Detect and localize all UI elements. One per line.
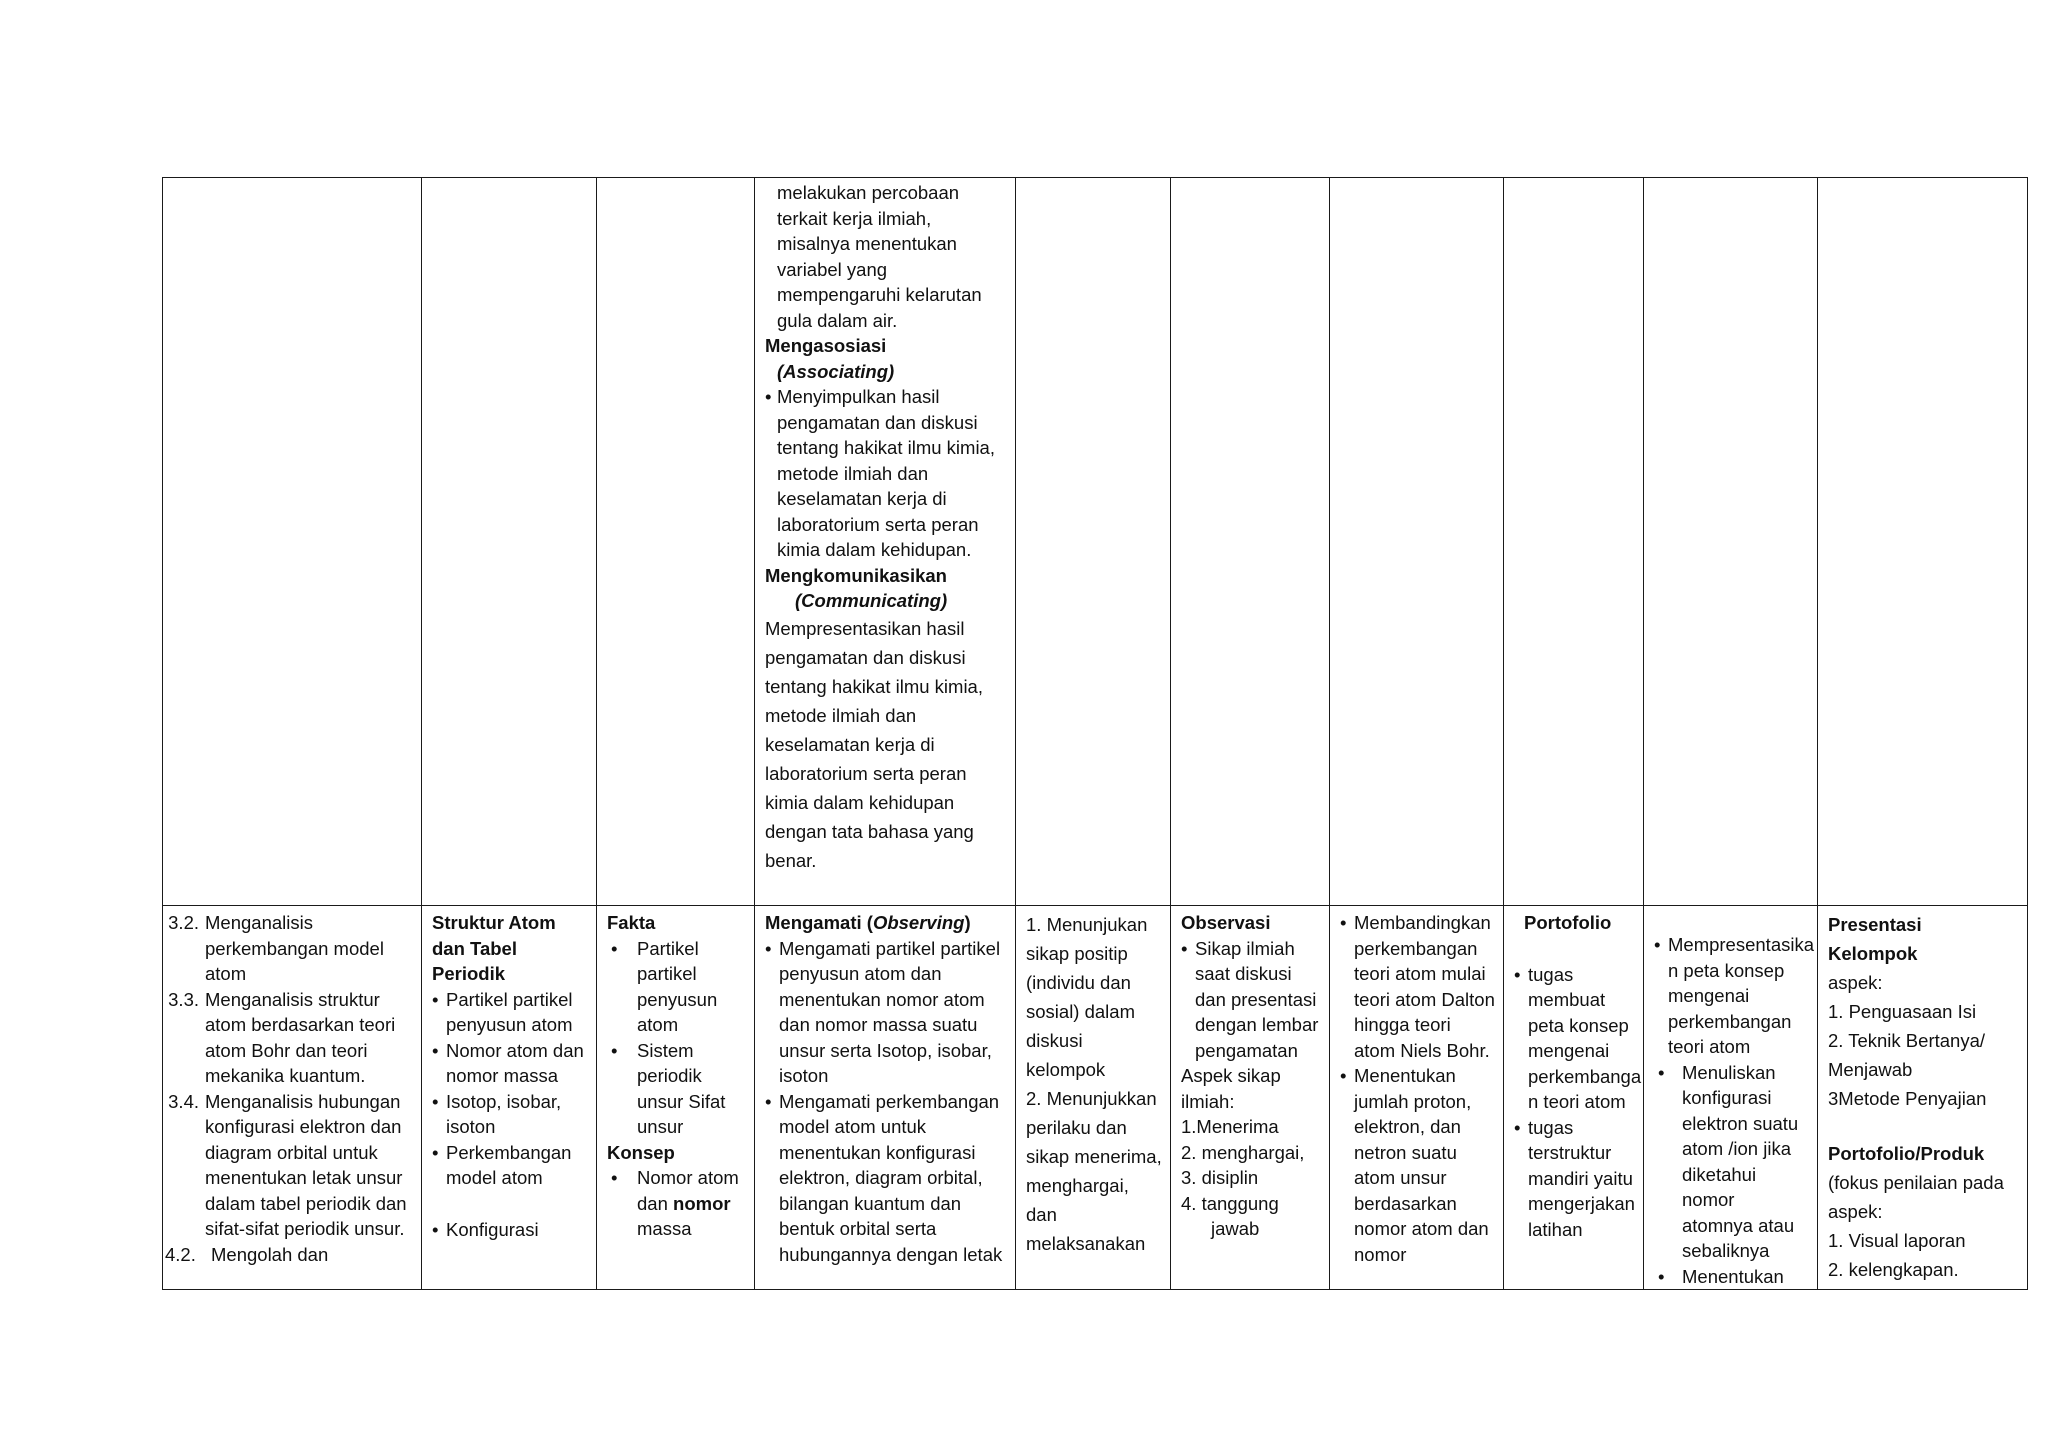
cell-kompetensi-dasar xyxy=(163,906,422,1290)
associating-heading: Mengasosiasi xyxy=(765,335,887,356)
kd-item: 3.2. Menganalisis perkembangan model atom xyxy=(168,912,384,984)
cell-materi-pokok xyxy=(422,906,597,1290)
cell-jenis-materi xyxy=(597,178,755,906)
observing-heading: Mengamati (Observing) xyxy=(765,912,971,933)
cell-tugas xyxy=(1644,906,1818,1290)
presentasi-heading: Presentasi xyxy=(1828,914,1922,935)
materi-item: • Nomor atom dan nomor massa xyxy=(432,1038,588,1089)
cell-kegiatan-pembelajaran xyxy=(755,178,1016,906)
continuation-lines: melakukan percobaan terkait kerja ilmiah, misalnya menentukan variabel yang mempengaruhi kelarutan gula dalam air. xyxy=(777,182,982,331)
communicating-text: Mempresentasikan hasil pengamatan dan diskusi tentang hakikat ilmu kimia, metode ilmiah dan keselamatan kerja di laboratorium serta peran kimia dalam kehidupan dengan tata bahasa yang benar. xyxy=(765,617,983,871)
cell-instrumen xyxy=(1504,906,1644,1290)
cell-penilaian: Presentasi Kelompok aspek: 1. Penguasaan Isi 2. Teknik Bertanya/ Menjawab 3Metode Penyajian Portofolio/Produk (fokus penilaian pada aspek: 1. Visual laporan 2. kelengkapan. xyxy=(1818,906,2028,1290)
associating-english: (Associating) xyxy=(777,360,895,382)
cell-tugas xyxy=(1644,178,1818,906)
materi-item: • Partikel partikel penyusun atom xyxy=(432,987,588,1038)
portofolio-heading: Portofolio xyxy=(1524,912,1612,933)
kelompok-heading: Kelompok xyxy=(1828,943,1918,964)
cell-sikap xyxy=(1016,178,1171,906)
tugas-item: • Menentukan xyxy=(1654,1264,1809,1290)
communicating-english: (Communicating) xyxy=(795,590,948,611)
cell-jenis-materi xyxy=(597,906,755,1290)
cell-sikap xyxy=(1016,906,1171,1290)
observasi-item: • Sikap ilmiah saat diskusi dan presentasi dengan lembar pengamatan xyxy=(1181,936,1321,1064)
kd-item: 3.3. Menganalisis struktur atom berdasarkan teori atom Bohr dan teori mekanika kuantum. xyxy=(168,988,396,1086)
portofolio-produk-heading: Portofolio/Produk xyxy=(1828,1143,1985,1164)
syllabus-table xyxy=(162,177,2028,1290)
cell-kompetensi-dasar xyxy=(163,178,422,906)
sikap-item: 2. Menunjukkan perilaku dan sikap menerima, menghargai, dan melaksanakan xyxy=(1026,1088,1162,1254)
tugas-item: • Menuliskan konfigurasi elektron suatu atom /ion jika diketahui nomor atomnya atau sebaliknya xyxy=(1654,1060,1809,1264)
indikator-item: • Menentukan jumlah proton, elektron, dan netron suatu atom unsur berdasarkan nomor atom dan nomor xyxy=(1340,1063,1495,1267)
cell-penilaian xyxy=(1818,178,2028,906)
cell-indikator xyxy=(1330,906,1504,1290)
cell-teknik-penilaian: Observasi • Sikap ilmiah saat diskusi dan presentasi dengan lembar pengamatan Aspek sikap ilmiah: 1.Menerima 2. menghargai, 3. disiplin 4. tanggung jawab xyxy=(1171,906,1330,1290)
instrumen-item: • tugas membuat peta konsep mengenai perkembanga n teori atom xyxy=(1514,962,1635,1115)
associating-bullet: • Menyimpulkan hasil pengamatan dan diskusi tentang hakikat ilmu kimia, metode ilmiah dan keselamatan kerja di laboratorium serta peran kimia dalam kehidupan. xyxy=(765,384,1007,563)
cell-instrumen xyxy=(1504,178,1644,906)
materi-item: • Isotop, isobar, isoton xyxy=(432,1089,588,1140)
sikap-item: 1. Menunjukan sikap positip (individu dan sosial) dalam diskusi kelompok xyxy=(1026,914,1148,1080)
communicating-heading: Mengkomunikasikan xyxy=(765,564,947,586)
instrumen-item: • tugas terstruktur mandiri yaitu mengerjakan latihan xyxy=(1514,1115,1635,1243)
fakta-item: • Partikel partikel penyusun atom xyxy=(607,936,746,1038)
indikator-item: • Membandingkan perkembangan teori atom mulai teori atom Dalton hingga teori atom Niels Bohr. xyxy=(1340,910,1495,1063)
konsep-heading: Konsep xyxy=(607,1141,675,1163)
table-row xyxy=(163,178,2028,906)
konsep-item: • Nomor atom dan nomor massa xyxy=(607,1165,746,1242)
cell-indikator xyxy=(1330,178,1504,906)
kd-item: 4.2. Mengolah dan xyxy=(165,1243,329,1265)
materi-item: • Perkembangan model atom xyxy=(432,1140,588,1191)
cell-teknik-penilaian xyxy=(1171,178,1330,906)
kd-item: 3.4. Menganalisis hubungan konfigurasi elektron dan diagram orbital untuk menentukan letak unsur dalam tabel periodik dan sifat-sifat periodik unsur. xyxy=(168,1090,407,1239)
observasi-heading: Observasi xyxy=(1181,912,1271,933)
table-row xyxy=(163,906,2028,1290)
cell-materi-pokok xyxy=(422,178,597,906)
tugas-item: • Mempresentasika n peta konsep mengenai perkembangan teori atom xyxy=(1654,932,1809,1060)
materi-item: • Konfigurasi xyxy=(432,1217,588,1243)
observing-item: • Mengamati perkembangan model atom untuk menentukan konfigurasi elektron, diagram orbital, bilangan kuantum dan bentuk orbital serta hubungannya dengan letak xyxy=(765,1089,1007,1268)
fakta-item: • Sistem periodik unsur Sifat unsur xyxy=(607,1038,746,1140)
fakta-heading: Fakta xyxy=(607,912,656,933)
observing-item: • Mengamati partikel partikel penyusun atom dan menentukan nomor atom dan nomor massa suatu unsur serta Isotop, isobar, isoton xyxy=(765,936,1007,1089)
cell-kegiatan-pembelajaran xyxy=(755,906,1016,1290)
aspek-sikap-label: Aspek sikap ilmiah: xyxy=(1181,1065,1281,1112)
materi-title: Struktur Atom dan Tabel Periodik xyxy=(432,912,556,984)
